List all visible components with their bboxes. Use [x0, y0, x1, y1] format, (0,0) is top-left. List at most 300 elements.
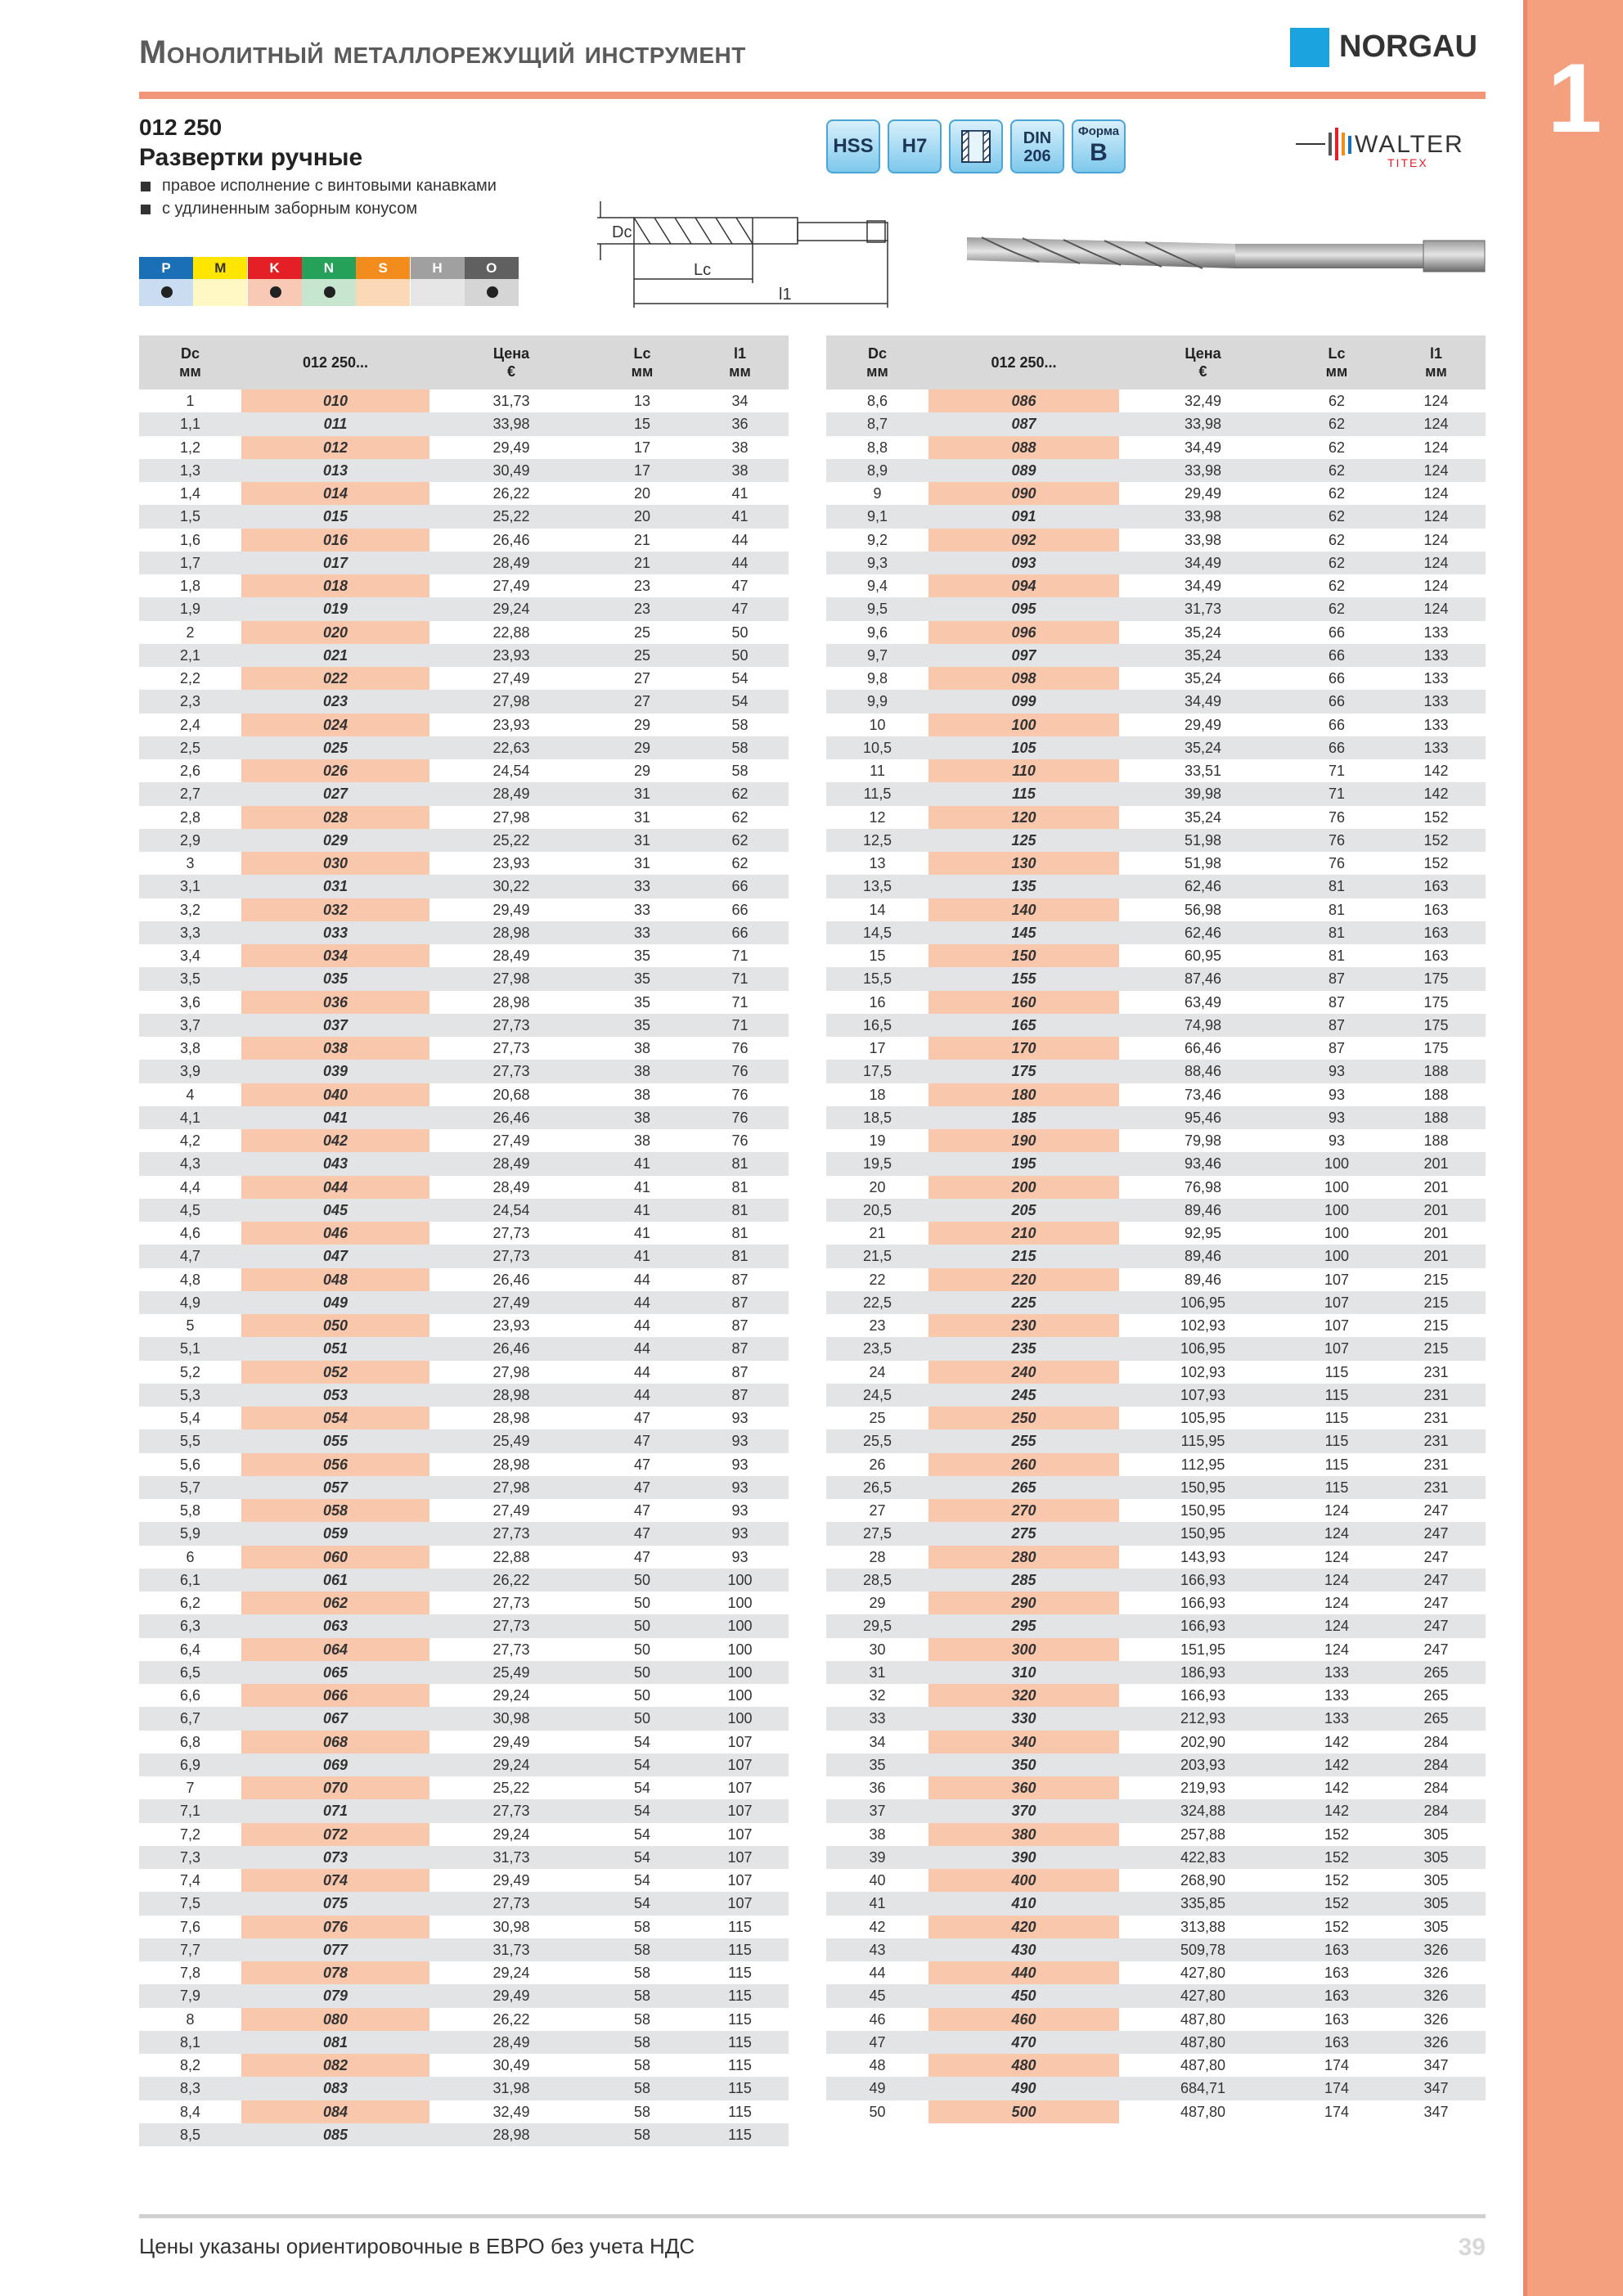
- cell-l1: 284: [1423, 1780, 1449, 1797]
- cell-l1: 115: [728, 1965, 752, 1982]
- walter-titex-logo: [1296, 124, 1484, 177]
- cell-l1: 231: [1423, 1363, 1449, 1380]
- table-row: [139, 782, 789, 805]
- cell-dc: 8,1: [139, 2031, 241, 2054]
- material-label: M: [193, 257, 247, 279]
- cell-dc: 9,3: [826, 551, 928, 574]
- cell-code: 025: [241, 736, 429, 759]
- din-badge: DIN 206: [1010, 119, 1064, 173]
- cell-l1: 188: [1423, 1086, 1449, 1103]
- table-row: [139, 1060, 789, 1083]
- table-row: [139, 1037, 789, 1060]
- cell-lc: 50: [593, 1661, 691, 1684]
- cell-price: 66,46: [1184, 1040, 1222, 1057]
- cell-l1: 100: [691, 1569, 789, 1591]
- table-row: [826, 1799, 1486, 1822]
- table-row: [139, 1916, 789, 1938]
- table-row: [139, 1106, 789, 1129]
- cell-price: 32,49: [1184, 393, 1222, 410]
- table-row: [139, 1661, 789, 1684]
- title-rule: [139, 92, 1486, 99]
- cell-lc: 174: [1324, 2103, 1350, 2120]
- table-row: [826, 1361, 1486, 1384]
- table-header-row: [139, 335, 789, 389]
- cell-lc: 27: [593, 690, 691, 713]
- table-row: [826, 1846, 1486, 1869]
- cell-price: 35,24: [1184, 624, 1222, 641]
- table-row: [139, 1546, 789, 1569]
- bullet-icon: [141, 182, 151, 191]
- table-row: [139, 852, 789, 875]
- cell-l1: 87: [731, 1271, 749, 1288]
- cell-code: 057: [241, 1476, 429, 1499]
- cell-code: 115: [928, 782, 1119, 805]
- cell-lc: 58: [593, 1984, 691, 2007]
- table-row: [139, 1199, 789, 1222]
- cell-lc: 152: [1324, 1872, 1350, 1889]
- cell-l1: 326: [1387, 1938, 1486, 1961]
- side-strip: [1523, 0, 1623, 2296]
- material-applicability: [356, 279, 410, 306]
- cell-dc: 7,6: [179, 1918, 201, 1935]
- cell-price: 27,98: [429, 967, 593, 990]
- cell-lc: 124: [1324, 1548, 1350, 1565]
- cell-l1: 163: [1387, 921, 1486, 944]
- cell-dc: 14,5: [826, 921, 928, 944]
- cell-dc: 25,5: [826, 1429, 928, 1452]
- cell-code: 087: [928, 412, 1119, 435]
- cell-l1: 38: [691, 459, 789, 482]
- cell-code: 290: [928, 1591, 1119, 1614]
- cell-lc: 58: [633, 1965, 651, 1982]
- cell-l1: 247: [1423, 1641, 1449, 1658]
- cell-dc: 2,6: [179, 763, 201, 780]
- cell-code: 230: [928, 1314, 1119, 1337]
- product-name: Развертки ручные: [139, 144, 363, 171]
- cell-code: 125: [928, 829, 1119, 852]
- shape-badge: Форма B: [1072, 119, 1126, 173]
- cell-l1: 284: [1387, 1754, 1486, 1776]
- cell-price: 29,49: [429, 1984, 593, 2007]
- cell-price: 27,73: [492, 1595, 530, 1612]
- cell-code: 205: [928, 1199, 1119, 1222]
- cell-lc: 100: [1324, 1225, 1350, 1242]
- cell-dc: 43: [826, 1938, 928, 1961]
- cell-price: 106,95: [1119, 1291, 1287, 1314]
- cell-lc: 47: [633, 1548, 651, 1565]
- cell-l1: 163: [1423, 948, 1449, 965]
- table-row: [139, 1776, 789, 1799]
- cell-dc: 3,2: [179, 901, 201, 918]
- cell-price: 89,46: [1184, 1271, 1222, 1288]
- cell-dc: 5: [186, 1317, 195, 1335]
- cell-price: 166,93: [1119, 1614, 1287, 1637]
- table-row: [826, 1569, 1486, 1591]
- cell-price: 313,88: [1180, 1918, 1226, 1935]
- cell-code: 020: [241, 621, 429, 644]
- cell-code: 079: [241, 1984, 429, 2007]
- cell-code: 073: [241, 1846, 429, 1869]
- cell-price: 105,95: [1180, 1410, 1226, 1427]
- cell-price: 29,49: [492, 1872, 530, 1889]
- table-row: [139, 1222, 789, 1245]
- page-title: Монолитный металлорежущий инструмент: [139, 34, 746, 70]
- cell-l1: 107: [691, 1799, 789, 1822]
- cell-code: 066: [241, 1684, 429, 1707]
- cell-lc: 142: [1287, 1754, 1387, 1776]
- header-price: Цена €: [1119, 335, 1287, 389]
- cell-code: 023: [241, 690, 429, 713]
- cell-l1: 93: [691, 1522, 789, 1545]
- material-label: P: [139, 257, 193, 279]
- cell-l1: 115: [728, 2010, 752, 2028]
- table-row: [826, 2031, 1486, 2054]
- cell-dc: 6: [186, 1548, 195, 1565]
- material-m: [193, 257, 247, 306]
- cell-lc: 13: [633, 393, 651, 410]
- cell-l1: 87: [731, 1317, 749, 1335]
- cell-lc: 133: [1287, 1661, 1387, 1684]
- cell-price: 23,93: [492, 855, 530, 872]
- cell-lc: 115: [1287, 1476, 1387, 1499]
- cell-lc: 87: [1328, 1040, 1346, 1057]
- cell-code: 270: [928, 1499, 1119, 1522]
- material-label: O: [465, 257, 519, 279]
- cell-price: 166,93: [1180, 1687, 1226, 1704]
- cell-lc: 87: [1287, 967, 1387, 990]
- cell-price: 29,24: [492, 1687, 530, 1704]
- cell-lc: 62: [1287, 412, 1387, 435]
- cell-lc: 35: [633, 993, 651, 1011]
- cell-l1: 107: [727, 1826, 753, 1843]
- table-row: [826, 1129, 1486, 1152]
- cell-lc: 142: [1287, 1799, 1387, 1822]
- cell-l1: 93: [731, 1502, 749, 1519]
- table-row: [139, 1176, 789, 1199]
- cell-l1: 124: [1423, 393, 1449, 410]
- table-row: [826, 921, 1486, 944]
- cell-lc: 50: [633, 1641, 651, 1658]
- table-row: [826, 1245, 1486, 1267]
- cell-price: 29,49: [492, 901, 530, 918]
- table-row: [826, 1499, 1486, 1522]
- cell-code: 039: [241, 1060, 429, 1083]
- cell-code: 051: [241, 1337, 429, 1360]
- cell-lc: 17: [633, 439, 651, 456]
- cell-dc: 39: [826, 1846, 928, 1869]
- cell-price: 27,73: [429, 1060, 593, 1083]
- cell-dc: 20: [869, 1178, 886, 1195]
- table-row: [139, 551, 789, 574]
- cell-l1: 284: [1387, 1799, 1486, 1822]
- cell-lc: 174: [1324, 2057, 1350, 2074]
- cell-price: 28,49: [429, 782, 593, 805]
- cell-dc: 26: [869, 1456, 886, 1473]
- cell-lc: 44: [593, 1291, 691, 1314]
- cell-dc: 5,7: [139, 1476, 241, 1499]
- cell-dc: 2,1: [139, 644, 241, 667]
- table-row: [826, 782, 1486, 805]
- cell-code: 340: [928, 1731, 1119, 1754]
- cell-price: 29,49: [1184, 716, 1222, 733]
- cell-lc: 62: [1328, 531, 1346, 548]
- table-row: [826, 1731, 1486, 1754]
- cell-price: 30,49: [429, 459, 593, 482]
- cell-code: 500: [928, 2100, 1119, 2123]
- cell-dc: 12,5: [826, 829, 928, 852]
- cell-code: 220: [928, 1268, 1119, 1291]
- table-row: [826, 1014, 1486, 1037]
- cell-l1: 326: [1423, 1965, 1449, 1982]
- cell-code: 035: [241, 967, 429, 990]
- table-row: [826, 1892, 1486, 1915]
- cell-lc: 58: [633, 1918, 651, 1935]
- cell-dc: 7: [186, 1780, 195, 1797]
- cell-lc: 38: [633, 1086, 651, 1103]
- cell-dc: 3,7: [139, 1014, 241, 1037]
- table-row: [826, 459, 1486, 482]
- cell-price: 143,93: [1180, 1548, 1226, 1565]
- cell-dc: 6,5: [139, 1661, 241, 1684]
- cell-l1: 93: [731, 1410, 749, 1427]
- cell-dc: 3,9: [139, 1060, 241, 1083]
- cell-price: 27,73: [429, 1892, 593, 1915]
- cell-dc: 3,1: [139, 875, 241, 898]
- cell-price: 23,93: [492, 1317, 530, 1335]
- cell-price: 63,49: [1184, 993, 1222, 1011]
- cell-l1: 93: [691, 1476, 789, 1499]
- cell-code: 030: [241, 852, 429, 875]
- table-row: [826, 529, 1486, 551]
- cell-code: 420: [928, 1916, 1119, 1938]
- cell-l1: 87: [691, 1337, 789, 1360]
- table-row: [826, 621, 1486, 644]
- cell-lc: 54: [633, 1872, 651, 1889]
- cell-lc: 87: [1287, 1014, 1387, 1037]
- cell-code: 093: [928, 551, 1119, 574]
- cell-code: 064: [241, 1638, 429, 1661]
- table-row: [139, 1984, 789, 2007]
- cell-lc: 62: [1287, 597, 1387, 620]
- cell-dc: 3,5: [139, 967, 241, 990]
- cell-l1: 115: [691, 1938, 789, 1961]
- cell-code: 190: [928, 1129, 1119, 1152]
- cell-l1: 107: [691, 1892, 789, 1915]
- cell-l1: 247: [1423, 1548, 1449, 1565]
- cell-lc: 66: [1287, 690, 1387, 713]
- cell-price: 150,95: [1180, 1502, 1226, 1519]
- cell-code: 044: [241, 1176, 429, 1199]
- cell-lc: 107: [1287, 1337, 1387, 1360]
- cell-lc: 115: [1324, 1410, 1349, 1427]
- cell-l1: 265: [1423, 1687, 1449, 1704]
- cell-l1: 81: [731, 1225, 749, 1242]
- cell-lc: 124: [1287, 1614, 1387, 1637]
- cell-dc: 7,8: [179, 1965, 201, 1982]
- cell-lc: 50: [633, 1687, 651, 1704]
- table-row: [139, 2077, 789, 2100]
- cell-code: 040: [241, 1083, 429, 1106]
- cell-lc: 66: [1328, 716, 1346, 733]
- cell-dc: 1,5: [139, 505, 241, 528]
- cell-code: 090: [928, 482, 1119, 505]
- cell-lc: 115: [1324, 1456, 1349, 1473]
- cell-dc: 49: [826, 2077, 928, 2100]
- table-row: [826, 1916, 1486, 1938]
- cell-l1: 201: [1387, 1199, 1486, 1222]
- cell-price: 30,98: [429, 1707, 593, 1730]
- cell-lc: 44: [593, 1384, 691, 1407]
- cell-lc: 93: [1328, 1132, 1346, 1150]
- cell-code: 022: [241, 667, 429, 690]
- cell-code: 140: [928, 898, 1119, 921]
- chapter-number: 1: [1547, 43, 1603, 153]
- cell-lc: 58: [633, 2010, 651, 2028]
- cell-dc: 47: [826, 2031, 928, 2054]
- cell-lc: 152: [1324, 1918, 1350, 1935]
- cell-code: 400: [928, 1869, 1119, 1892]
- cell-code: 036: [241, 991, 429, 1014]
- cell-price: 27,73: [492, 1040, 530, 1057]
- material-applicability: [139, 279, 193, 306]
- table-row: [826, 714, 1486, 736]
- table-row: [139, 806, 789, 829]
- cell-dc: 46: [869, 2010, 886, 2028]
- cell-lc: 124: [1324, 1641, 1350, 1658]
- table-row: [826, 1337, 1486, 1360]
- cell-dc: 1,2: [179, 439, 201, 456]
- cell-l1: 76: [731, 1040, 749, 1057]
- cell-lc: 54: [633, 1780, 651, 1797]
- cell-price: 27,98: [492, 1363, 530, 1380]
- cell-l1: 100: [727, 1595, 753, 1612]
- cell-price: 33,98: [1184, 531, 1222, 548]
- table-row: [826, 1869, 1486, 1892]
- cell-price: 22,63: [429, 736, 593, 759]
- cell-l1: 93: [731, 1456, 749, 1473]
- cell-lc: 124: [1287, 1569, 1387, 1591]
- cell-dc: 6,3: [139, 1614, 241, 1637]
- table-row: [826, 690, 1486, 713]
- cell-price: 509,78: [1119, 1938, 1287, 1961]
- table-row: [139, 574, 789, 597]
- cell-price: 26,22: [492, 485, 530, 502]
- table-row: [139, 2008, 789, 2031]
- material-applicability: [411, 279, 465, 306]
- cell-lc: 54: [593, 1892, 691, 1915]
- cell-lc: 31: [593, 782, 691, 805]
- cell-dc: 12: [869, 808, 886, 826]
- footer-note: Цены указаны ориентировочные в ЕВРО без учета НДС: [139, 2234, 695, 2258]
- cell-l1: 175: [1387, 967, 1486, 990]
- cell-lc: 47: [633, 1456, 651, 1473]
- cell-dc: 1,9: [139, 597, 241, 620]
- table-row: [139, 1961, 789, 1984]
- table-row: [139, 621, 789, 644]
- cell-price: 27,49: [429, 1291, 593, 1314]
- cell-price: 487,80: [1180, 2057, 1226, 2074]
- table-row: [826, 1222, 1486, 1245]
- table-row: [826, 412, 1486, 435]
- cell-code: 065: [241, 1661, 429, 1684]
- cell-price: 35,24: [1119, 736, 1287, 759]
- cell-price: 22,88: [492, 624, 530, 641]
- table-row: [139, 1407, 789, 1429]
- cell-l1: 76: [731, 1086, 749, 1103]
- cell-l1: 100: [691, 1614, 789, 1637]
- cell-l1: 133: [1387, 644, 1486, 667]
- cell-code: 097: [928, 644, 1119, 667]
- cell-dc: 17,5: [826, 1060, 928, 1083]
- cell-price: 27,73: [429, 1245, 593, 1267]
- cell-price: 115,95: [1119, 1429, 1287, 1452]
- table-row: [826, 1037, 1486, 1060]
- cell-dc: 6,7: [139, 1707, 241, 1730]
- cell-lc: 44: [633, 1271, 651, 1288]
- cell-price: 29,24: [492, 1826, 530, 1843]
- cell-price: 29,24: [429, 1754, 593, 1776]
- cell-code: 095: [928, 597, 1119, 620]
- cell-l1: 115: [691, 2123, 789, 2146]
- cell-lc: 62: [1328, 393, 1346, 410]
- cell-lc: 38: [633, 1040, 651, 1057]
- table-row: [139, 1614, 789, 1637]
- table-row: [139, 1499, 789, 1522]
- table-row: [826, 1684, 1486, 1707]
- cell-price: 27,73: [429, 1522, 593, 1545]
- cell-code: 012: [241, 436, 429, 459]
- cell-l1: 107: [727, 1872, 753, 1889]
- table-row: [139, 944, 789, 967]
- cell-l1: 247: [1423, 1502, 1449, 1519]
- cell-code: 170: [928, 1037, 1119, 1060]
- cell-l1: 201: [1387, 1245, 1486, 1267]
- cell-lc: 15: [593, 412, 691, 435]
- table-row: [826, 829, 1486, 852]
- cell-code: 074: [241, 1869, 429, 1892]
- table-row: [826, 1429, 1486, 1452]
- table-row: [139, 1014, 789, 1037]
- feature-item: правое исполнение с винтовыми канавками: [141, 177, 497, 196]
- cell-lc: 54: [593, 1799, 691, 1822]
- cell-lc: 107: [1324, 1317, 1350, 1335]
- cell-l1: 100: [691, 1661, 789, 1684]
- cell-price: 427,80: [1119, 1984, 1287, 2007]
- cell-dc: 19,5: [826, 1152, 928, 1175]
- applicable-dot-icon: [324, 286, 335, 298]
- cell-price: 28,98: [429, 921, 593, 944]
- cell-l1: 133: [1423, 716, 1449, 733]
- cell-price: 62,46: [1119, 921, 1287, 944]
- cell-price: 112,95: [1180, 1456, 1225, 1473]
- table-row: [139, 898, 789, 921]
- cell-price: 33,98: [1119, 412, 1287, 435]
- cell-price: 335,85: [1119, 1892, 1287, 1915]
- cell-code: 077: [241, 1938, 429, 1961]
- cell-lc: 35: [593, 1014, 691, 1037]
- cell-code: 067: [241, 1707, 429, 1730]
- cell-price: 487,80: [1180, 2103, 1226, 2120]
- cell-lc: 23: [633, 578, 651, 595]
- cell-code: 460: [928, 2008, 1119, 2031]
- cell-dc: 24: [869, 1363, 886, 1380]
- cell-code: 098: [928, 667, 1119, 690]
- cell-code: 240: [928, 1361, 1119, 1384]
- cell-price: 27,49: [492, 1132, 530, 1150]
- cell-lc: 31: [633, 855, 651, 872]
- cell-price: 28,98: [492, 1456, 530, 1473]
- cell-price: 102,93: [1180, 1317, 1226, 1335]
